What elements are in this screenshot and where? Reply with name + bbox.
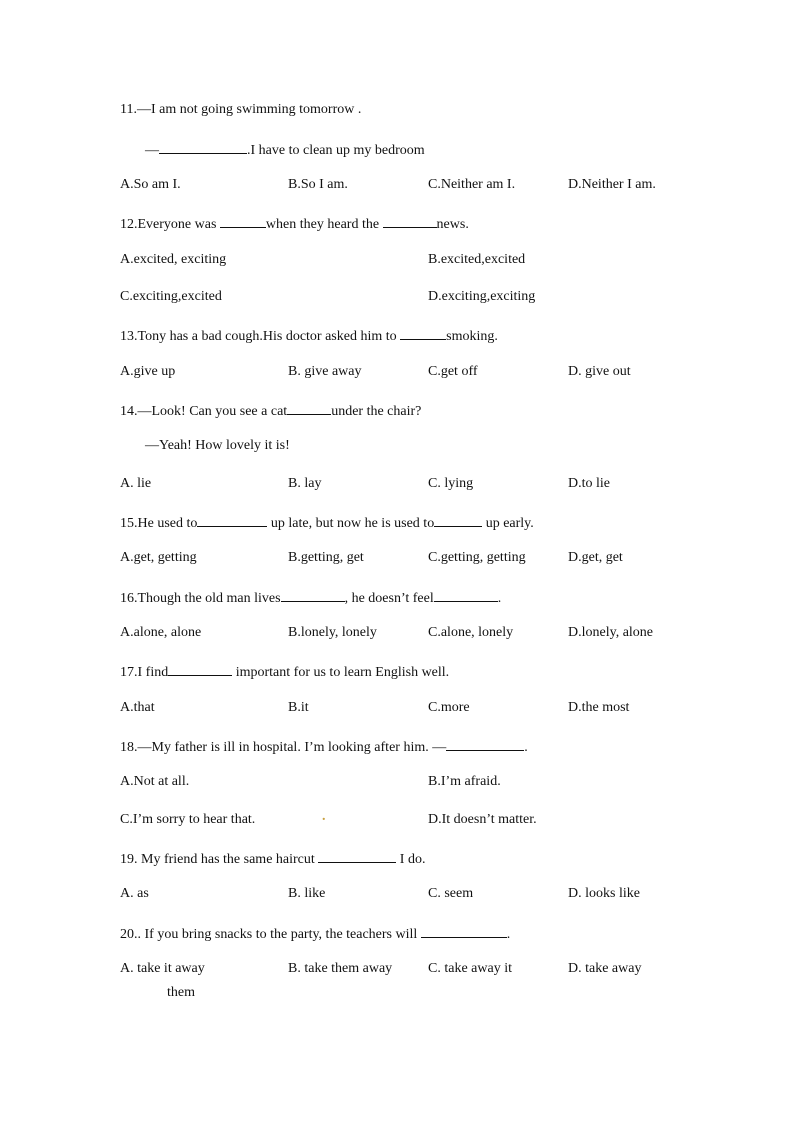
- answer-blank: [287, 400, 331, 415]
- option-d-continuation: them: [167, 985, 195, 1000]
- question-14-response: —Yeah! How lovely it is!: [145, 438, 290, 453]
- question-12-stem: 12.Everyone was when they heard the news.: [120, 213, 469, 234]
- option-c: C.Neither am I.: [428, 177, 516, 192]
- option-b: B.lonely, lonely: [288, 625, 377, 640]
- option-c: C. take away it: [428, 961, 512, 976]
- option-d: D.to lie: [568, 476, 610, 491]
- option-a: A. as: [120, 886, 149, 901]
- question-18-stem: 18.—My father is ill in hospital. I’m looking after him. — .: [120, 736, 528, 757]
- answer-blank: [318, 848, 396, 863]
- option-c: C.exciting,excited: [120, 289, 222, 304]
- option-c: C. lying: [428, 476, 474, 491]
- option-a: A.that: [120, 700, 155, 715]
- option-b: B.I’m afraid.: [428, 774, 501, 789]
- option-a: A.give up: [120, 364, 176, 379]
- answer-blank: [434, 512, 482, 527]
- answer-blank: [220, 213, 266, 228]
- option-a: A.So am I.: [120, 177, 181, 192]
- option-a: A. lie: [120, 476, 152, 491]
- option-a: A. take it away: [120, 961, 205, 976]
- option-d: D. looks like: [568, 886, 640, 901]
- question-11-stem: 11.—I am not going swimming tomorrow .: [120, 102, 362, 117]
- option-b: B.excited,excited: [428, 252, 526, 267]
- option-c: C.more: [428, 700, 470, 715]
- option-b: B.it: [288, 700, 309, 715]
- option-b: B. lay: [288, 476, 322, 491]
- option-d: D.lonely, alone: [568, 625, 654, 640]
- option-d: D.It doesn’t matter.: [428, 812, 537, 827]
- option-c: C.get off: [428, 364, 478, 379]
- option-c: C.I’m sorry to hear that.: [120, 812, 256, 827]
- question-15-stem: 15.He used to up late, but now he is used to up early.: [120, 512, 534, 533]
- option-b: B.getting, get: [288, 550, 364, 565]
- answer-blank: [159, 139, 247, 154]
- option-b: B. take them away: [288, 961, 393, 976]
- option-a: A.get, getting: [120, 550, 197, 565]
- option-c: C. seem: [428, 886, 474, 901]
- option-a: A.Not at all.: [120, 774, 190, 789]
- option-d: D. take away: [568, 961, 642, 976]
- option-c: C.alone, lonely: [428, 625, 514, 640]
- answer-blank: [383, 213, 437, 228]
- option-b: B. give away: [288, 364, 362, 379]
- option-a: A.alone, alone: [120, 625, 202, 640]
- answer-blank: [421, 923, 507, 938]
- question-11-response: — .I have to clean up my bedroom: [145, 139, 425, 160]
- option-b: B. like: [288, 886, 326, 901]
- option-c: C.getting, getting: [428, 550, 526, 565]
- answer-blank: [281, 587, 345, 602]
- answer-blank: [434, 587, 498, 602]
- option-d: D.get, get: [568, 550, 623, 565]
- question-19-stem: 19. My friend has the same haircut I do.: [120, 848, 425, 869]
- question-14-stem: 14.—Look! Can you see a cat under the chair?: [120, 400, 421, 421]
- option-d: D.the most: [568, 700, 630, 715]
- question-13-stem: 13.Tony has a bad cough.His doctor asked him to smoking.: [120, 325, 498, 346]
- answer-blank: [400, 325, 446, 340]
- answer-blank: [446, 736, 524, 751]
- option-d: D. give out: [568, 364, 631, 379]
- option-a: A.excited, exciting: [120, 252, 227, 267]
- option-d: D.Neither I am.: [568, 177, 656, 192]
- question-16-stem: 16.Though the old man lives , he doesn’t feel .: [120, 587, 501, 608]
- option-b: B.So I am.: [288, 177, 348, 192]
- answer-blank: [168, 661, 232, 676]
- option-d: D.exciting,exciting: [428, 289, 536, 304]
- answer-blank: [197, 512, 267, 527]
- question-17-stem: 17.I find important for us to learn English well.: [120, 661, 449, 682]
- question-20-stem: 20.. If you bring snacks to the party, the teachers will .: [120, 923, 510, 944]
- stray-mark: .: [322, 809, 326, 824]
